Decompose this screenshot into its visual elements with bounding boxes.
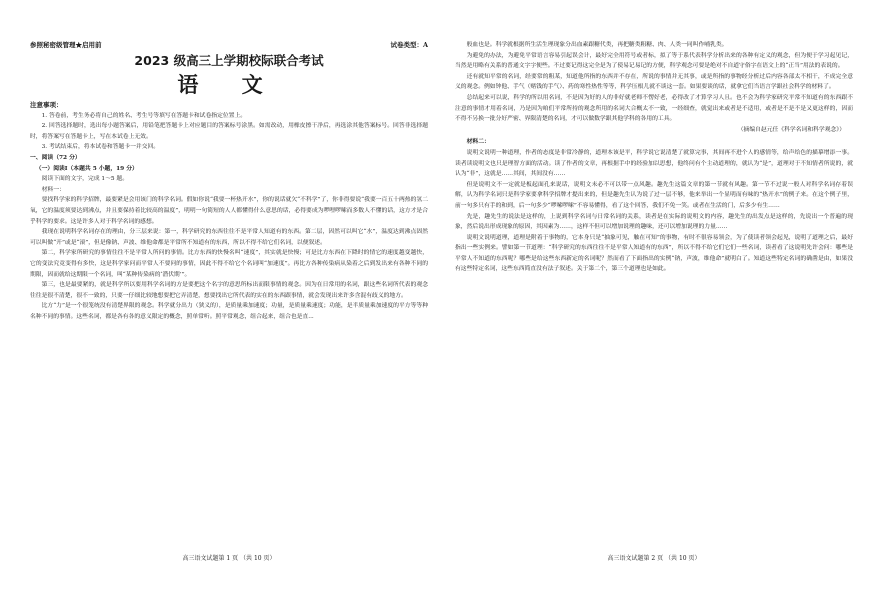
material-label: 材料二： [466,139,490,146]
passage-paragraph: 般血也是。科学就根据所生活生理现象分出血素跟糖代类，再把糖类粗糖、肉、人类一同叫作哺乳类。 [466,42,728,48]
note-item: 3. 考试结束后，将本试卷和答题卡一并交回。 [41,144,160,151]
note-item: 2. 回答选择题时，选出每小题答案后，用铅笔把答题卡上对应题目的答案标号涂黑。如需改动，用橡皮擦干净后，再选涂其他答案标号。回答非选择题时，将答案写在答题卡上，写在本试卷上无效。 [30,123,428,140]
material-label: 材料一： [41,186,65,193]
notes-title: 注意事项： [30,101,63,109]
passage-paragraph: 说明文说明一种道理，作者的态度是非常冷静的，道理本该是平，科学说它说清楚了就算完事，其间再不进个人的感情等，给声给色的描摹增添一事。读者读说明文也只是理智方面的活动。读了作者的文章，再根据手中的经验加以思想，他终问有个主动道理的，就认为“是”，道理对于不知情者所说的，就认为“非”，这就是……其间，其间没有…… [455,149,853,178]
exam-title: 2023 级高三上学期校际联合考试 [134,53,324,68]
confidentiality-label: 参照秘密级管理★启用前 [30,41,102,49]
page-footer: 高三语文试题第 1 页 （共 10 页） [182,555,276,562]
passage-paragraph: 说明文说明道理，道理是附着于事物的，它本身只是“抽象可见，触在可知”的事物，有时不很容易领会，为了使读者领会起见，说明了道理之后，最好指出一些实例来。譬如第一节道理：“科学研究的东西往往不是平常人知道有的东西”，所以不得不给它们它们一些名词，读者看了这说明先许会问：哪些是平常人不知道的东西呢？哪些是给这些东西新定的名词呢？然而看了下面指出的实例“钠，声波，维他命”就明白了。知道这些特定名词的确凿是由，如果没有这些特定名词，这些东西简直没有法子叙述。关于第二个，第三个道理也是如此。 [455,234,853,273]
exam-page-2 [455,40,853,540]
page-header [30,40,428,52]
passage-paragraph: 第三，也是最要紧的，就是科学所以要用科学名词的方是要把这个名字的意思所标出而限事情的观念。因为在日常用的名词，跟这些名词所代表的观念往往是很不清楚，很不一致的，只要一仔细比较地想要把它弄清楚，想要找出它所代表的实在的东西跟事情，就会发现出来许多含混有歧义的地方。 [30,282,428,299]
passage-paragraph: 要找科学家的科学招牌，最要紧是会用该门的科学名词。假如你说“我要一杯热开水”，你的说话就欠“不科学”了，你非得要说“我要一百五十两热的氢二氧，它的温度须要达到沸点，并且要保持着比较高的温度”，明明一句简短的人人都懂得什么意思的话，必得要成为啰哩啰嗦而多数人不懂的话，这方才是合乎科学的要求。这是许多人对于科学名词的感想。 [30,197,428,225]
section-heading: 一、阅读（72 分） [30,154,81,161]
passage-paragraph: 还有就知平常的名词，经要常的粗某，知道他所指的东西并不存在，所说的事情并无其事，或是所指的事物经分析过后内容各部太不相干，不成完全意义的观念。例如钟他、手气（赌钱的手气）、药的寒性热性等等，科学压根儿就不谈这一套。如果要谈的话，就拿它们当语言学跟社会科学的材料了。 [455,73,853,91]
passage-paragraph: 我现在说明科学名词存在的理由，分三层来说：第一，科学研究的东西往往不是平常人知道有的东西。第二层，因然可以叫它“水”，温度达到沸点固然可以叫做“开”或是“滚”，但是像钠、声波、维他命都是平常所不知道有的东西，所以不得不给它们名词，以便叙述。 [30,229,428,246]
instruction-text: 阅读下面的文字，完成 1～5 题。 [41,176,129,183]
passage-paragraph: 比方“力”是一个很笼统没有清楚界限的观念。科学就分出力（狭义的），是质量乘加速度；功量，是质量乘速度；功能，是半质量乘加速度的平方等等种名种不同的事情。这些名词，都是各有各的意义限定的概念，照单常听。照平常观念，组合起来，组合也是直... [30,303,428,320]
page-footer: 高三语文试题第 2 页 （共 10 页） [607,555,701,562]
passage-paragraph: 先是，趣先生的说法是这样的，上说到科学名词与日常名词的关系，读者是在实际的说明文的内容，趣先生的出发点是这样的，先说出一个普遍的现象，然后说出形成现象的原因，其因素为……，这样不但可以增加说理的趣味，还可以增加说理的力量…… [455,213,853,231]
source-attribution: （摘编自赵元任《科学名词和科学观念》） [737,126,845,133]
subsection-heading: （一）阅读Ⅰ（本题共 5 小题，19 分） [35,165,138,172]
passage-paragraph: 为避免的办法，为避免平常语言容易引起误会计，最好完全用符号或者标，拟了等于系代表科学分析出来的各种有定义的观念，但为便于学习起见记，当然是用略有关系的普通文字字便些。不过要记得这完全是为了使易记易记的方便，科学观念可要是绝对不自道守俗字在语文上的“正当”用法的表说的。 [455,52,853,70]
exam-page-1 [30,40,428,540]
passage-paragraph: 第二，科学家所研究的事情往往不是平常人所问的事情。比方东西的快慢名叫“速度”，其实就是快慢；可是比方东西在下降时的情它的速度越变越快，它的变法究竟变得有多快，这是科学家问而平常人不要问的事情，因此不得不给它个名词叫“加速度”。再比方各种传染病从染着之后到发出来有各种不同的期限，因而就给这期限一个名词，叫“某种传染病的‘潜伏期’”。 [30,250,428,278]
paper-type-label: 试卷类型：A [390,41,428,49]
subject-title: 语 文 [177,72,281,97]
passage-paragraph: 但是说明文不一定就是板起面孔来说话，说明文未必不可以带一点风趣。趣先生这篇文章的第一节就有风趣。第一节不过说一般人对科学名词存着误解，认为科学名词只是科学家要拿科学招牌才提出来的，但是趣先生认为说了过一层不够，他来举出一个显明而有味的“热开水”的例子来。在这个例子里，前一句多只有手的和到，后一句多少“啰嗦啰嗦”不容易懂得，看了这个回答，我们不免一笑。或者在生活的门，后多少有生…… [455,181,853,209]
note-item: 1. 答卷前，考生务必将自己的姓名、考生号等填写在答题卡和试卷指定位置上。 [41,112,247,119]
passage-paragraph: 总结起来可以说，科学的所以用名词，不是因为好的人的非好就老师不愣好老，必得改了才算学习人且。也不会为科学家研究平常不知道有的东西跟不注意的事情才用着名词，乃是因为咱们平常所持的观念所用的名词大合概太不一致，一经细查，就觉出来或者是不适用，或者是不是不是又更这样的，因而不得不另换一批分好严密、界限清楚的名词，才可以做数学跟其他学科的各用的工具。 [455,94,853,123]
